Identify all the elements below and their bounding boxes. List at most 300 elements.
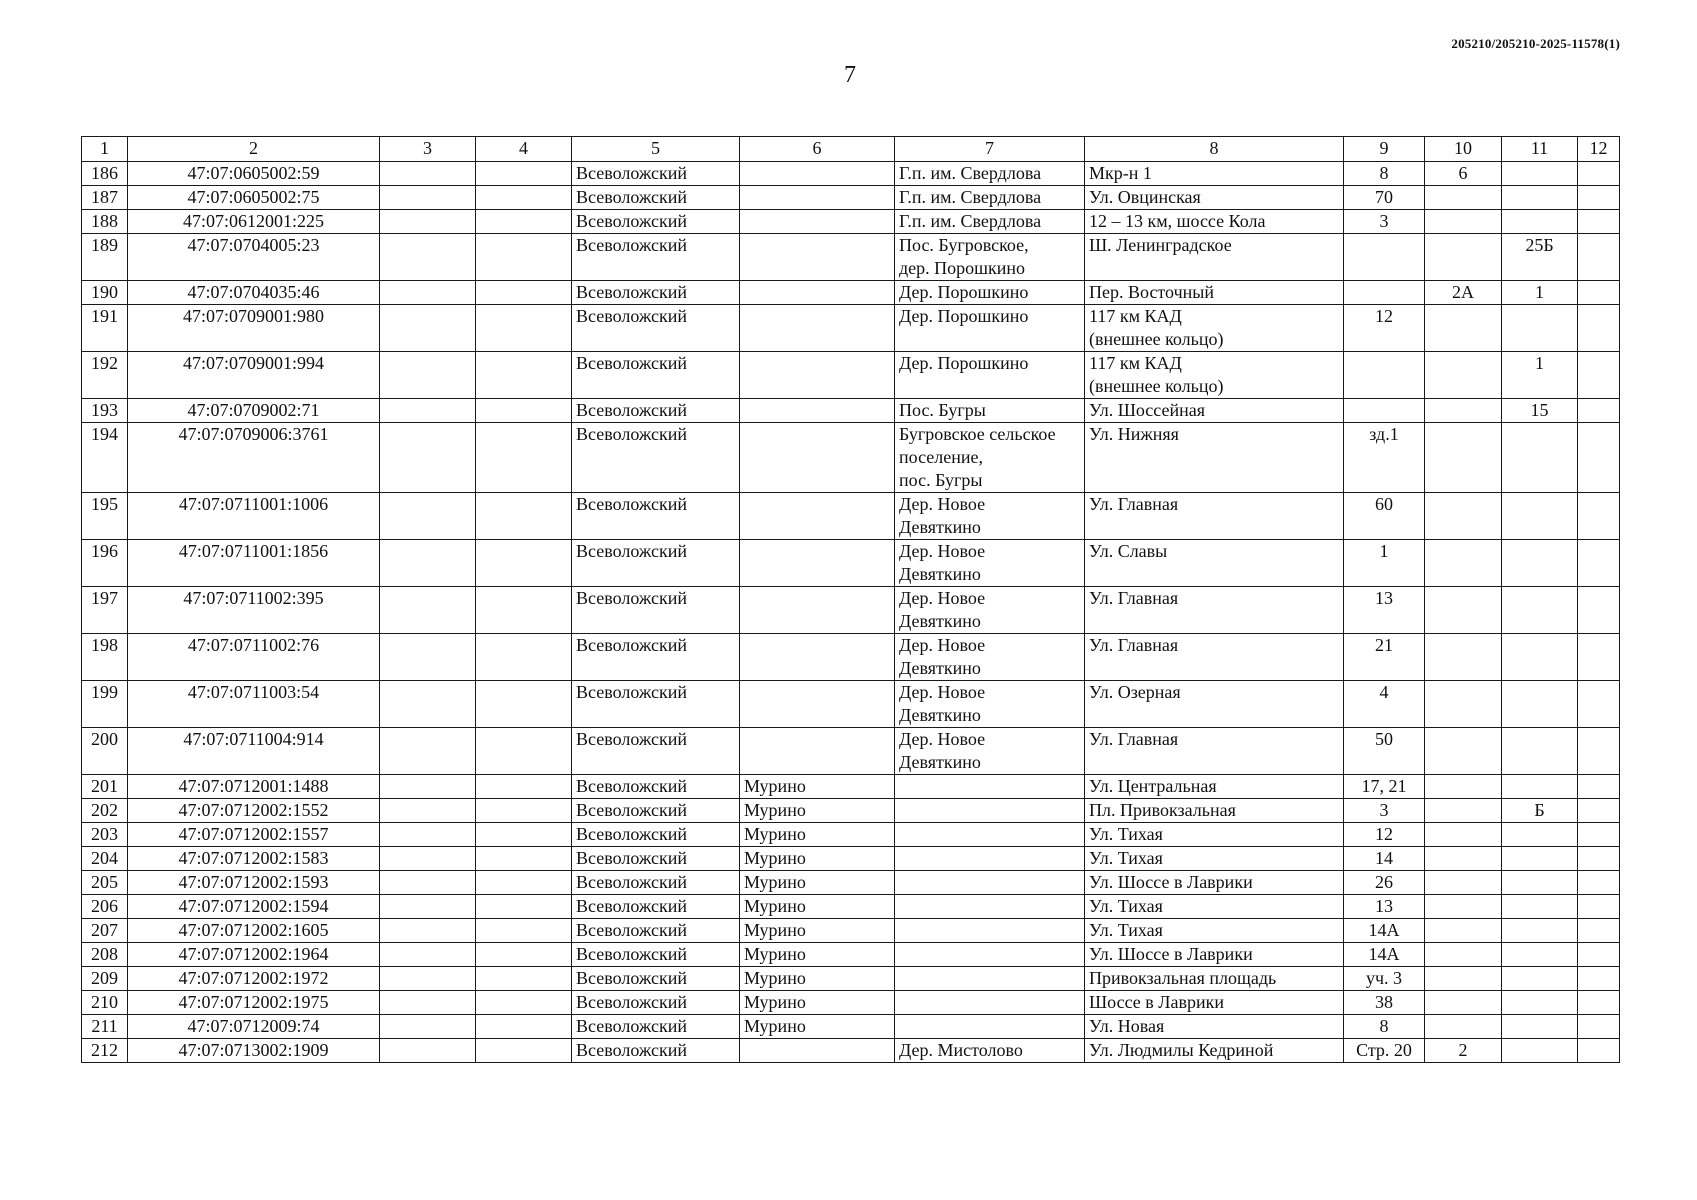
cell-col-3 [380,1039,476,1063]
cadastral-number: 47:07:0711002:76 [128,634,380,681]
house-cell: 3 [1344,799,1425,823]
cell-col-4 [476,991,572,1015]
cell-col-12 [1578,919,1620,943]
building-cell [1425,871,1502,895]
row-number: 193 [82,399,128,423]
district-cell: Всеволожский [572,162,740,186]
city-cell [740,210,895,234]
settlement-cell [895,823,1085,847]
row-number: 205 [82,871,128,895]
house-cell [1344,352,1425,399]
district-cell: Всеволожский [572,493,740,540]
structure-cell [1502,728,1578,775]
city-cell [740,423,895,493]
cadastral-number: 47:07:0712002:1975 [128,991,380,1015]
cell-col-4 [476,943,572,967]
cell-col-3 [380,352,476,399]
cadastral-number: 47:07:0711002:395 [128,587,380,634]
cell-col-12 [1578,823,1620,847]
row-number: 197 [82,587,128,634]
cell-col-12 [1578,991,1620,1015]
cadastral-number: 47:07:0711003:54 [128,681,380,728]
cell-col-12 [1578,186,1620,210]
city-cell: Мурино [740,847,895,871]
house-cell: 60 [1344,493,1425,540]
row-number: 212 [82,1039,128,1063]
cell-col-3 [380,823,476,847]
column-header-8: 8 [1085,137,1344,162]
table-row [82,305,1620,352]
cell-col-4 [476,352,572,399]
structure-cell [1502,967,1578,991]
cell-col-3 [380,681,476,728]
house-cell: уч. 3 [1344,967,1425,991]
house-cell [1344,281,1425,305]
district-cell: Всеволожский [572,1015,740,1039]
structure-cell: Б [1502,799,1578,823]
district-cell: Всеволожский [572,681,740,728]
table-row [82,634,1620,681]
district-cell: Всеволожский [572,1039,740,1063]
settlement-cell [895,967,1085,991]
city-cell [740,540,895,587]
house-cell [1344,399,1425,423]
structure-cell [1502,1015,1578,1039]
district-cell: Всеволожский [572,423,740,493]
house-cell: Стр. 20 [1344,1039,1425,1063]
cell-col-3 [380,871,476,895]
building-cell [1425,775,1502,799]
row-number: 203 [82,823,128,847]
house-cell: 12 [1344,823,1425,847]
row-number: 206 [82,895,128,919]
row-number: 204 [82,847,128,871]
city-cell: Мурино [740,871,895,895]
cadastral-number: 47:07:0704035:46 [128,281,380,305]
structure-cell [1502,210,1578,234]
structure-cell [1502,1039,1578,1063]
house-cell: зд.1 [1344,423,1425,493]
city-cell: Мурино [740,799,895,823]
street-cell: Ул. Шоссейная [1085,399,1344,423]
city-cell [740,162,895,186]
house-cell: 1 [1344,540,1425,587]
settlement-cell [895,871,1085,895]
cell-col-12 [1578,943,1620,967]
cell-col-12 [1578,281,1620,305]
cadastral-number: 47:07:0712002:1964 [128,943,380,967]
cadastral-number: 47:07:0712002:1972 [128,967,380,991]
district-cell: Всеволожский [572,991,740,1015]
cadastral-number: 47:07:0709006:3761 [128,423,380,493]
city-cell [740,681,895,728]
cell-col-4 [476,847,572,871]
building-cell [1425,967,1502,991]
street-cell: Ул. Главная [1085,634,1344,681]
city-cell: Мурино [740,823,895,847]
district-cell: Всеволожский [572,186,740,210]
cell-col-12 [1578,775,1620,799]
street-cell: Ул. Центральная [1085,775,1344,799]
settlement-cell: Бугровское сельское поселение, пос. Бугры [895,423,1085,493]
building-cell [1425,823,1502,847]
column-header-6: 6 [740,137,895,162]
house-cell: 4 [1344,681,1425,728]
cell-col-4 [476,186,572,210]
cell-col-4 [476,210,572,234]
cell-col-4 [476,919,572,943]
city-cell [740,234,895,281]
district-cell: Всеволожский [572,634,740,681]
house-cell: 14А [1344,919,1425,943]
building-cell: 2А [1425,281,1502,305]
building-cell [1425,799,1502,823]
building-cell [1425,234,1502,281]
table-row [82,775,1620,799]
cell-col-12 [1578,681,1620,728]
city-cell [740,587,895,634]
table-row [82,823,1620,847]
row-number: 187 [82,186,128,210]
building-cell [1425,847,1502,871]
building-cell [1425,1015,1502,1039]
cell-col-3 [380,895,476,919]
settlement-cell: Дер. Мистолово [895,1039,1085,1063]
building-cell [1425,493,1502,540]
settlement-cell: Г.п. им. Свердлова [895,186,1085,210]
cell-col-12 [1578,234,1620,281]
column-header-10: 10 [1425,137,1502,162]
structure-cell [1502,823,1578,847]
city-cell [740,305,895,352]
street-cell: 117 км КАД (внешнее кольцо) [1085,305,1344,352]
building-cell [1425,895,1502,919]
city-cell [740,728,895,775]
column-header-12: 12 [1578,137,1620,162]
table-row [82,799,1620,823]
cadastral-number: 47:07:0605002:75 [128,186,380,210]
page-number: 7 [844,62,856,88]
cell-col-4 [476,823,572,847]
street-cell: Ул. Тихая [1085,895,1344,919]
district-cell: Всеволожский [572,871,740,895]
city-cell: Мурино [740,919,895,943]
building-cell [1425,423,1502,493]
cell-col-4 [476,540,572,587]
cadastral-number: 47:07:0712002:1605 [128,919,380,943]
table-row [82,1039,1620,1063]
cell-col-3 [380,210,476,234]
table-row [82,728,1620,775]
row-number: 210 [82,991,128,1015]
cell-col-3 [380,281,476,305]
house-cell: 70 [1344,186,1425,210]
table-row [82,399,1620,423]
row-number: 191 [82,305,128,352]
structure-cell [1502,493,1578,540]
city-cell [740,493,895,540]
cadastral-number: 47:07:0712001:1488 [128,775,380,799]
cadastral-number: 47:07:0711004:914 [128,728,380,775]
row-number: 196 [82,540,128,587]
cell-col-4 [476,895,572,919]
cell-col-12 [1578,1015,1620,1039]
district-cell: Всеволожский [572,210,740,234]
cell-col-4 [476,634,572,681]
cadastral-number: 47:07:0709001:980 [128,305,380,352]
cadastral-number: 47:07:0712002:1557 [128,823,380,847]
row-number: 190 [82,281,128,305]
cell-col-12 [1578,587,1620,634]
building-cell [1425,305,1502,352]
column-header-4: 4 [476,137,572,162]
cadastral-number: 47:07:0713002:1909 [128,1039,380,1063]
settlement-cell: Дер. Новое Девяткино [895,540,1085,587]
street-cell: Ул. Овцинская [1085,186,1344,210]
city-cell [740,399,895,423]
settlement-cell: Дер. Новое Девяткино [895,587,1085,634]
table-row [82,1015,1620,1039]
structure-cell [1502,847,1578,871]
building-cell [1425,681,1502,728]
settlement-cell [895,1015,1085,1039]
street-cell: Ул. Тихая [1085,919,1344,943]
district-cell: Всеволожский [572,847,740,871]
street-cell: Ул. Людмилы Кедриной [1085,1039,1344,1063]
structure-cell [1502,919,1578,943]
cell-col-3 [380,728,476,775]
table-row [82,895,1620,919]
district-cell: Всеволожский [572,823,740,847]
building-cell [1425,587,1502,634]
cell-col-4 [476,281,572,305]
table-row [82,210,1620,234]
cadastral-number: 47:07:0709002:71 [128,399,380,423]
settlement-cell: Дер. Новое Девяткино [895,493,1085,540]
street-cell: Ул. Главная [1085,728,1344,775]
cell-col-4 [476,967,572,991]
cell-col-4 [476,234,572,281]
structure-cell [1502,634,1578,681]
row-number: 195 [82,493,128,540]
cell-col-4 [476,775,572,799]
district-cell: Всеволожский [572,799,740,823]
settlement-cell [895,943,1085,967]
house-cell: 17, 21 [1344,775,1425,799]
cell-col-3 [380,847,476,871]
settlement-cell: Г.п. им. Свердлова [895,162,1085,186]
street-cell: Привокзальная площадь [1085,967,1344,991]
house-cell: 14 [1344,847,1425,871]
settlement-cell: Пос. Бугры [895,399,1085,423]
cell-col-4 [476,423,572,493]
structure-cell [1502,305,1578,352]
cell-col-3 [380,162,476,186]
street-cell: Пер. Восточный [1085,281,1344,305]
cadastral-number: 47:07:0711001:1006 [128,493,380,540]
table-row [82,162,1620,186]
table-row [82,847,1620,871]
cell-col-12 [1578,352,1620,399]
row-number: 194 [82,423,128,493]
city-cell [740,281,895,305]
structure-cell [1502,943,1578,967]
district-cell: Всеволожский [572,967,740,991]
row-number: 209 [82,967,128,991]
settlement-cell: Пос. Бугровское, дер. Порошкино [895,234,1085,281]
city-cell [740,634,895,681]
street-cell: Ул. Главная [1085,493,1344,540]
house-cell [1344,234,1425,281]
street-cell: Ул. Нижняя [1085,423,1344,493]
cadastral-number: 47:07:0712002:1593 [128,871,380,895]
column-header-5: 5 [572,137,740,162]
building-cell: 2 [1425,1039,1502,1063]
table-header [82,137,1620,162]
cell-col-3 [380,919,476,943]
column-header-11: 11 [1502,137,1578,162]
table-row [82,991,1620,1015]
street-cell: Ш. Ленинградское [1085,234,1344,281]
settlement-cell [895,775,1085,799]
table-row [82,681,1620,728]
street-cell: 117 км КАД (внешнее кольцо) [1085,352,1344,399]
column-header-7: 7 [895,137,1085,162]
district-cell: Всеволожский [572,305,740,352]
building-cell [1425,352,1502,399]
table-row [82,587,1620,634]
street-cell: Ул. Озерная [1085,681,1344,728]
table-row [82,871,1620,895]
city-cell: Мурино [740,775,895,799]
register-table [81,136,1620,1063]
row-number: 208 [82,943,128,967]
header-row [82,137,1620,162]
settlement-cell: Дер. Порошкино [895,305,1085,352]
settlement-cell: Дер. Новое Девяткино [895,681,1085,728]
cadastral-number: 47:07:0712002:1552 [128,799,380,823]
street-cell: Ул. Новая [1085,1015,1344,1039]
cell-col-3 [380,799,476,823]
street-cell: Пл. Привокзальная [1085,799,1344,823]
cadastral-number: 47:07:0612001:225 [128,210,380,234]
cell-col-4 [476,799,572,823]
row-number: 192 [82,352,128,399]
cell-col-12 [1578,728,1620,775]
settlement-cell [895,991,1085,1015]
cell-col-3 [380,1015,476,1039]
building-cell [1425,728,1502,775]
structure-cell: 25Б [1502,234,1578,281]
cell-col-12 [1578,423,1620,493]
building-cell [1425,210,1502,234]
house-cell: 3 [1344,210,1425,234]
document-id: 205210/205210-2025-11578(1) [1451,36,1620,51]
row-number: 207 [82,919,128,943]
building-cell [1425,919,1502,943]
cell-col-3 [380,493,476,540]
building-cell [1425,634,1502,681]
cadastral-number: 47:07:0704005:23 [128,234,380,281]
cell-col-3 [380,540,476,587]
row-number: 198 [82,634,128,681]
structure-cell: 15 [1502,399,1578,423]
table-row [82,540,1620,587]
cell-col-3 [380,305,476,352]
settlement-cell: Г.п. им. Свердлова [895,210,1085,234]
settlement-cell [895,895,1085,919]
structure-cell [1502,895,1578,919]
house-cell: 21 [1344,634,1425,681]
building-cell [1425,399,1502,423]
settlement-cell: Дер. Порошкино [895,281,1085,305]
column-header-1: 1 [82,137,128,162]
cell-col-12 [1578,399,1620,423]
district-cell: Всеволожский [572,352,740,399]
row-number: 200 [82,728,128,775]
cell-col-3 [380,775,476,799]
street-cell: Ул. Тихая [1085,823,1344,847]
city-cell [740,1039,895,1063]
column-header-2: 2 [128,137,380,162]
district-cell: Всеволожский [572,587,740,634]
cell-col-4 [476,162,572,186]
structure-cell [1502,775,1578,799]
table-body [82,162,1620,1063]
city-cell: Мурино [740,991,895,1015]
street-cell: Ул. Славы [1085,540,1344,587]
cadastral-number: 47:07:0605002:59 [128,162,380,186]
district-cell: Всеволожский [572,399,740,423]
structure-cell: 1 [1502,352,1578,399]
cell-col-12 [1578,162,1620,186]
district-cell: Всеволожский [572,895,740,919]
city-cell [740,186,895,210]
structure-cell [1502,681,1578,728]
row-number: 211 [82,1015,128,1039]
cadastral-number: 47:07:0712009:74 [128,1015,380,1039]
settlement-cell: Дер. Новое Девяткино [895,634,1085,681]
city-cell: Мурино [740,967,895,991]
district-cell: Всеволожский [572,281,740,305]
building-cell [1425,540,1502,587]
settlement-cell [895,919,1085,943]
cell-col-12 [1578,1039,1620,1063]
cell-col-4 [476,399,572,423]
table-row [82,919,1620,943]
structure-cell: 1 [1502,281,1578,305]
column-header-9: 9 [1344,137,1425,162]
city-cell [740,352,895,399]
table-row [82,967,1620,991]
district-cell: Всеволожский [572,728,740,775]
house-cell: 8 [1344,1015,1425,1039]
street-cell: Ул. Шоссе в Лаврики [1085,871,1344,895]
cell-col-4 [476,681,572,728]
cell-col-3 [380,991,476,1015]
district-cell: Всеволожский [572,775,740,799]
table-row [82,186,1620,210]
cell-col-4 [476,1015,572,1039]
settlement-cell: Дер. Новое Девяткино [895,728,1085,775]
cell-col-4 [476,305,572,352]
cell-col-4 [476,728,572,775]
cell-col-12 [1578,847,1620,871]
row-number: 202 [82,799,128,823]
row-number: 189 [82,234,128,281]
row-number: 201 [82,775,128,799]
building-cell [1425,186,1502,210]
